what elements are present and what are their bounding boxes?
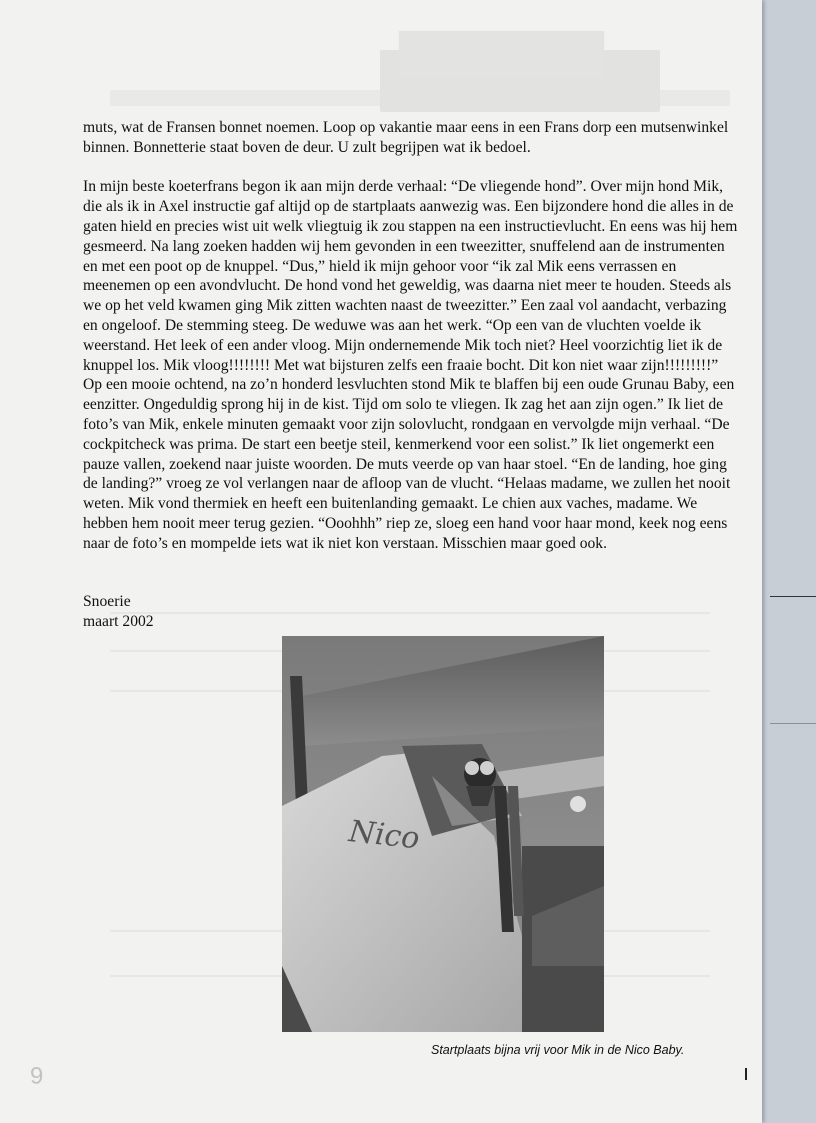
glider-name-lettering: Nico [347,814,422,857]
article-date: maart 2002 [83,612,154,630]
article-signature [83,592,154,632]
article-paragraph: In mijn beste koeterfrans begon ik aan mijn derde verhaal: “De vliegende hond”. Over mijn hond Mik, die als ik in Axel instructie gaf altijd op de startplaats aanwezig was. Een bijzondere hond die alles in de gaten hield en precies wist uit welk vliegtuig ik zou stappen na een instructievlucht. En eens was hij hem gesmeerd. Na lang zoeken hadden wij hem gevonden in een tweezitter, snuffelend aan de instrumenten en met een poot op de knuppel. “Dus,” hield ik mijn gehoor voor “ik zal Mik eens verrassen en meenemen op een avondvlucht. De hond vond het geweldig, was daarna niet meer te houden. Steeds als we op het veld kwamen ging Mik zitten wachten naast de tweezitter.” Een zaal vol aandacht, verbazing en ongeloof. De stemming steeg. De weduwe was aan het werk. “Op een van de vluchten voelde ik weerstand. Het leek of een ander vloog. Mijn ondernemende Mik toch niet? Heel voorzichtig liet ik de knuppel los. Mik vloog!!!!!!!! Met wat bijsturen zelfs een fraaie bocht. Dit kon niet waar zijn!!!!!!!!!” Op een mooie ochtend, na zo’n honderd lesvluchten stond Mik te blaffen bij een oude Grunau Baby, een eenzitter. Ongeduldig sprong hij in de kist. Tijd om solo te vliegen. Ik zag het aan zijn ogen.” Ik liet de foto’s van Mik, enkele minuten gemaakt voor zijn solovlucht, rondgaan en vervolgde mijn verhaal. “De cockpitcheck was prima. De start een beetje steil, kenmerkend voor een solist.” Ik liet ongemerkt een pauze vallen, zoekend naar juiste woorden. De muts veerde op van haar stoel. “En de landing, hoe ging de landing?” vroeg ze vol verlangen naar de afloop van de vlucht. “Helaas madame, we zullen het nooit weten. Mik vond thermiek en heeft een buitenlanding gemaakt. Le chien aux vaches, madame. We hebben hem nooit meer terug gezien. “Ooohhh” riep ze, sloeg een hand voor haar mond, keek nog eens naar de foto’s en mompelde iets wat ik niet kon verstaan. Misschien maar goed ook. [83,178,738,552]
glider-cockpit-illustration [282,636,604,1032]
show-through-heading: ▇▇▇▇▇▇ [400,27,604,76]
adjacent-rule [770,596,816,597]
author-name: Snoerie [83,593,131,610]
photo-caption: Startplaats bijna vrij voor Mik in de Nico Baby. [431,1043,685,1057]
article-paragraph: muts, wat de Fransen bonnet noemen. Loop op vakantie maar eens in een Frans dorp een mutsenwinkel binnen. Bonnetterie staat boven de deur. U zult begrijpen wat ik bedoel. [83,119,729,156]
page-number-show-through: 6 [30,1061,44,1088]
glider-photo [282,636,604,1032]
show-through-column [110,90,730,106]
adjacent-page-edge [762,0,816,1123]
page-edge-mark [745,1068,747,1080]
adjacent-rule [770,723,816,724]
article-body [83,118,738,573]
show-through-line [110,612,710,614]
